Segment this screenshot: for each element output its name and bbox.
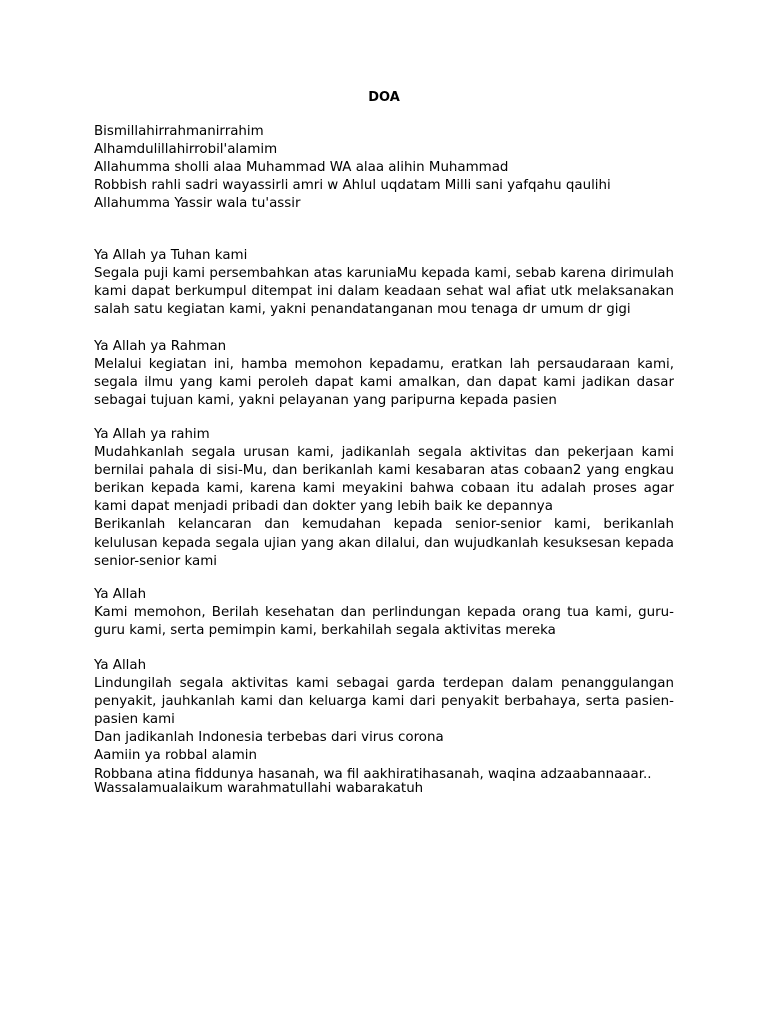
section-line: Aamiin ya robbal alamin xyxy=(94,748,257,764)
section-3 xyxy=(94,426,674,571)
opening-line: Allahumma sholli alaa Muhammad WA alaa alihin Muhammad xyxy=(94,160,509,176)
section-paragraph: Melalui kegiatan ini, hamba memohon kepadamu, eratkan lah persaudaraan kami, segala ilmu yang kami peroleh dapat kami amalkan, dan dapat kami jadikan dasar sebagai tujuan kami, yakni pelayanan yang paripurna kepada pasien xyxy=(94,357,674,409)
document-title: DOA xyxy=(368,90,400,105)
section-2 xyxy=(94,338,674,410)
opening-line: Robbish rahli sadri wayassirli amri w Ahlul uqdatam Milli sani yafqahu qaulihi xyxy=(94,178,611,194)
section-line: Dan jadikanlah Indonesia terbebas dari virus corona xyxy=(94,730,444,746)
section-line: Robbana atina fiddunya hasanah, wa fil aakhiratihasanah, waqina adzaabannaaar.. xyxy=(94,766,652,782)
section-1 xyxy=(94,247,674,319)
section-heading: Ya Allah xyxy=(94,658,147,673)
section-paragraph: Berikanlah kelancaran dan kemudahan kepada senior-senior kami, berikanlah kelulusan kepada segala ujian yang akan dilalui, dan wujudkanlah kesuksesan kepada senior-senior kami xyxy=(94,517,674,569)
section-heading: Ya Allah xyxy=(94,587,147,602)
opening-line: Bismillahirrahmanirrahim xyxy=(94,124,264,139)
closing-block xyxy=(94,780,674,798)
section-5 xyxy=(94,657,674,784)
section-paragraph: Mudahkanlah segala urusan kami, jadikanlah segala aktivitas dan pekerjaan kami bernilai pahala di sisi-Mu, dan berikanlah kami kesabaran atas cobaan2 yang engkau berikan kepada kami, karena kami meyakini bahwa cobaan itu adalah proses agar kami dapat menjadi pribadi dan dokter yang lebih baik ke depannya xyxy=(94,445,674,515)
section-heading: Ya Allah ya Rahman xyxy=(94,339,227,354)
section-heading: Ya Allah ya rahim xyxy=(94,427,210,442)
opening-line: Allahumma Yassir wala tu'assir xyxy=(94,196,301,212)
section-4 xyxy=(94,586,674,640)
opening-line: Alhamdulillahirrobil'alamim xyxy=(94,142,278,158)
section-heading: Ya Allah ya Tuhan kami xyxy=(94,248,248,263)
section-paragraph: Segala puji kami persembahkan atas karuniaMu kepada kami, sebab karena dirimulah kami dapat berkumpul ditempat ini dalam keadaan sehat wal afiat utk melaksanakan salah satu kegiatan kami, yakni penandatanganan mou tenaga dr umum dr gigi xyxy=(94,266,674,318)
section-paragraph: Lindungilah segala aktivitas kami sebagai garda terdepan dalam penanggulangan penyakit, jauhkanlah kami dan keluarga kami dari penyakit berbahaya, serta pasien-pasien kami xyxy=(94,676,674,728)
opening-block xyxy=(94,123,674,213)
section-paragraph: Kami memohon, Berilah kesehatan dan perlindungan kepada orang tua kami, guru-guru kami, serta pemimpin kami, berkahilah segala aktivitas mereka xyxy=(94,605,674,639)
closing-line: Wassalamualaikum warahmatullahi wabarakatuh xyxy=(94,781,424,796)
